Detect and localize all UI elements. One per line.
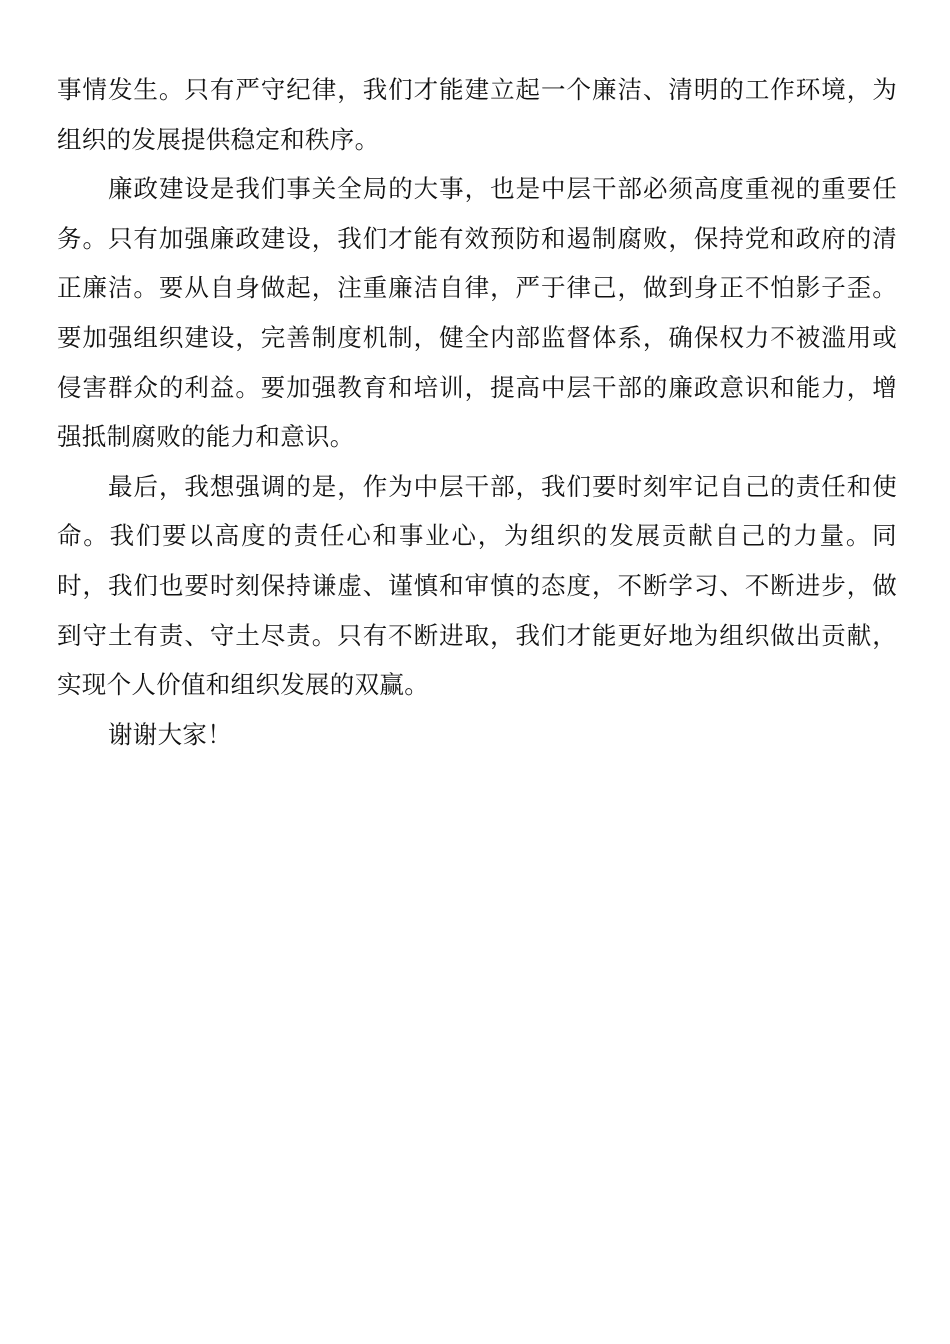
- paragraph-integrity-building: 廉政建设是我们事关全局的大事，也是中层干部必须高度重视的重要任务。只有加强廉政建设，我们才能有效预防和遏制腐败，保持党和政府的清正廉洁。要从自身做起，注重廉洁自律，严于律己，做到身正不怕影子歪。要加强组织建设，完善制度机制，健全内部监督体系，确保权力不被滥用或侵害群众的利益。要加强教育和培训，提高中层干部的廉政意识和能力，增强抵制腐败的能力和意识。: [57, 174, 897, 452]
- paragraph-thanks: 谢谢大家！: [108, 719, 232, 749]
- paragraph-closing-emphasis: 最后，我想强调的是，作为中层干部，我们要时刻牢记自己的责任和使命。我们要以高度的责任心和事业心，为组织的发展贡献自己的力量。同时，我们也要时刻保持谦虚、谨慎和审慎的态度，不断学习、不断进步，做到守土有责、守土尽责。只有不断进取，我们才能更好地为组织做出贡献，实现个人价值和组织发展的双赢。: [57, 471, 897, 700]
- paragraph-continuation: 事情发生。只有严守纪律，我们才能建立起一个廉洁、清明的工作环境，为组织的发展提供稳定和秩序。: [57, 75, 897, 154]
- document-body: [57, 65, 897, 759]
